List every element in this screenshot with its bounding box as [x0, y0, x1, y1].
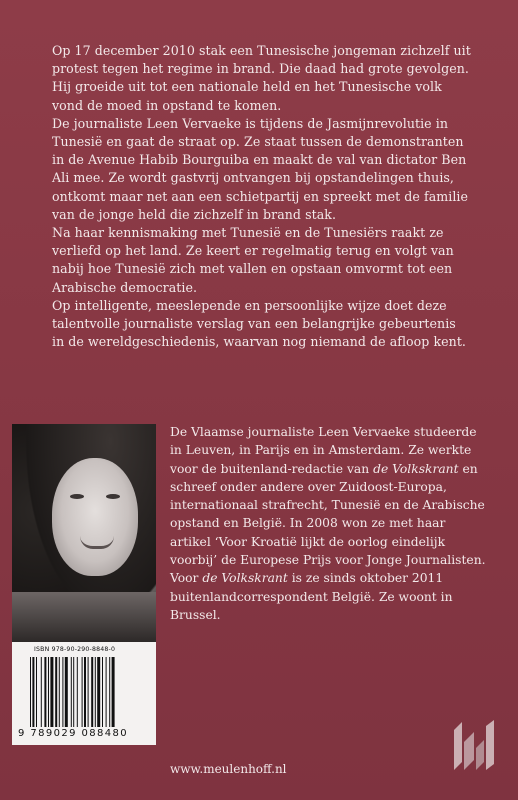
barcode-bar: [112, 657, 115, 727]
barcode-bar: [36, 657, 37, 727]
author-bio: De Vlaamse journaliste Leen Vervaeke studeerde in Leuven, in Parijs en in Amsterdam. Ze werkte voor de buitenland-redactie van de Volkskrant en schreef onder andere over Zuidoost-Europa, internationaal strafrecht, Tunesië en de Arabische opstand en België. In 2008 won ze met haar artikel ‘Voor Kroatië lijkt de oorlog eindelijk voorbij’ de Europese Prijs voor Jonge Journalisten. Voor de Volkskrant is ze sinds oktober 2011 buitenlandcorrespondent België. Ze woont in Brussel.: [170, 425, 486, 622]
blurb-paragraph: Op 17 december 2010 stak een Tunesische jongeman zichzelf uit protest tegen het regime in brand. Die daad had grote gevolgen. Hij groeide uit tot een nationale held en het Tunesische volk vond de moed in opstand te komen.: [52, 43, 471, 113]
barcode-bar: [88, 657, 89, 727]
barcode-bar: [59, 657, 60, 727]
barcode-bar: [30, 657, 31, 727]
barcode-bar: [65, 657, 68, 727]
barcode-bar: [102, 657, 103, 727]
isbn-digits: 9 789029 088480: [18, 728, 129, 739]
barcode-bar: [73, 657, 74, 727]
barcode-bar: [109, 657, 110, 727]
barcode-bar: [106, 657, 107, 727]
barcode-bar: [55, 657, 57, 727]
barcode-bar: [84, 657, 86, 727]
barcode-bar: [48, 657, 49, 727]
barcode-bar: [77, 657, 78, 727]
barcode-bar: [41, 657, 42, 727]
author-photo: [12, 424, 156, 642]
barcode-bar: [95, 657, 96, 727]
barcode-bars: [28, 657, 144, 727]
barcode-bar: [62, 657, 63, 727]
barcode-bar: [71, 657, 72, 727]
barcode-bar: [32, 657, 34, 727]
publisher-logo-icon: [452, 720, 496, 772]
blurb-paragraph: Na haar kennismaking met Tunesië en de Tunesiërs raakt ze verliefd op het land. Ze keert er regelmatig terug en volgt van nabij hoe Tunesië zich met vallen en opstaan omvormt tot een Arabische democratie.: [52, 225, 454, 295]
isbn-label: ISBN 978-90-290-8848-0: [34, 646, 116, 653]
blurb-paragraph: Op intelligente, meeslepende en persoonlijke wijze doet deze talentvolle journaliste verslag van een belangrijke gebeurtenis in de wereldgeschiedenis, waarvan nog niemand de afloop kent.: [52, 297, 466, 350]
barcode-bar: [44, 657, 46, 727]
barcode-bar: [82, 657, 83, 727]
publisher-website: www.meulenhoff.nl: [170, 762, 287, 776]
isbn-barcode: [12, 642, 156, 745]
barcode-bar: [97, 657, 100, 727]
barcode-bar: [91, 657, 93, 727]
barcode-bar: [50, 657, 53, 727]
blurb-paragraph: De journaliste Leen Vervaeke is tijdens de Jasmijnrevolutie in Tunesië en gaat de straat op. Ze staat tussen de demonstranten in de Avenue Habib Bourguiba en maakt de val van dictator Ben Ali mee. Ze wordt gastvrij ontvangen bij opstandelingen thuis, ontkomt maar net aan een schietpartij en spreekt met de familie van de jonge held die zichzelf in brand stak.: [52, 115, 468, 222]
blurb-text: [52, 42, 472, 351]
